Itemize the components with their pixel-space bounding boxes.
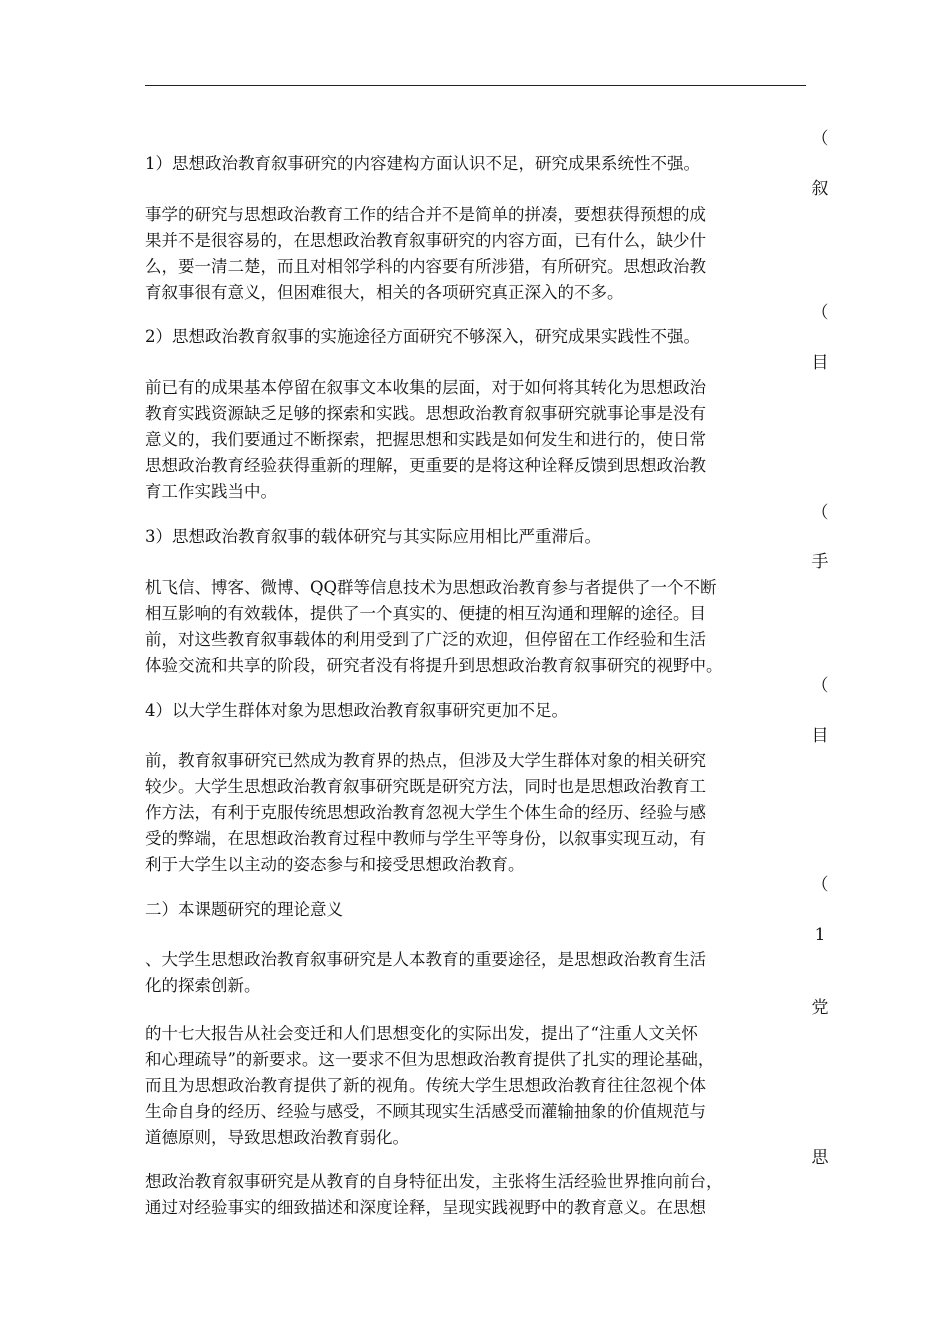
margin-mark: （ — [811, 676, 829, 696]
paragraph-line: 机飞信、博客、微博、QQ群等信息技术为思想政治教育参与者提供了一个不断 — [145, 578, 717, 597]
margin-mark: 手 — [811, 552, 829, 572]
margin-mark: （ — [811, 303, 829, 323]
paragraph-line: 的十七大报告从社会变迁和人们思想变化的实际出发，提出了“注重人文关怀 — [145, 1024, 698, 1043]
paragraph — [145, 748, 807, 878]
paragraph — [145, 947, 807, 999]
margin-mark: 思 — [811, 1148, 829, 1168]
paragraph-line: 意义的，我们要通过不断探索，把握思想和实践是如何发生和进行的，使日常 — [145, 430, 706, 449]
paragraph-line: 果并不是很容易的，在思想政治教育叙事研究的内容方面，已有什么，缺少什 — [145, 231, 706, 250]
paragraph-line: 育工作实践当中。 — [145, 482, 277, 501]
paragraph-line: 生命自身的经历、经验与感受，不顾其现实生活感受而灌输抽象的价值规范与 — [145, 1102, 706, 1121]
paragraph-line: 受的弊端，在思想政治教育过程中教师与学生平等身份，以叙事实现互动，有 — [145, 829, 706, 848]
paragraph — [145, 1021, 807, 1151]
paragraph-line: 育叙事很有意义，但困难很大，相关的各项研究真正深入的不多。 — [145, 283, 624, 302]
paragraph-line: 前已有的成果基本停留在叙事文本收集的层面，对于如何将其转化为思想政治 — [145, 378, 706, 397]
paragraph-line: 么，要一清二楚，而且对相邻学科的内容要有所涉猎，有所研究。思想政治教 — [145, 257, 706, 276]
paragraph — [145, 202, 807, 306]
paragraph-line: 事学的研究与思想政治教育工作的结合并不是简单的拼凑，要想获得预想的成 — [145, 205, 706, 224]
section-heading: 二）本课题研究的理论意义 — [145, 900, 343, 919]
paragraph-line: 道德原则，导致思想政治教育弱化。 — [145, 1128, 409, 1147]
paragraph — [145, 575, 807, 679]
paragraph-line: 和心理疏导”的新要求。这一要求不但为思想政治教育提供了扎实的理论基础， — [145, 1050, 715, 1069]
margin-mark: 叙 — [811, 179, 829, 199]
section-heading: 1）思想政治教育叙事研究的内容建构方面认识不足，研究成果系统性不强。 — [145, 154, 700, 173]
margin-mark: 目 — [811, 726, 829, 746]
margin-mark: 1 — [814, 925, 826, 945]
section-heading: 4）以大学生群体对象为思想政治教育叙事研究更加不足。 — [145, 701, 568, 720]
paragraph-line: 较少。大学生思想政治教育叙事研究既是研究方法，同时也是思想政治教育工 — [145, 777, 706, 796]
header-rule — [145, 85, 806, 86]
margin-mark: 目 — [811, 353, 829, 373]
paragraph-line: 利于大学生以主动的姿态参与和接受思想政治教育。 — [145, 855, 525, 874]
paragraph-line: 想政治教育叙事研究是从教育的自身特征出发，主张将生活经验世界推向前台， — [145, 1172, 723, 1191]
paragraph-line: 体验交流和共享的阶段，研究者没有将提升到思想政治教育叙事研究的视野中。 — [145, 656, 723, 675]
margin-mark: 党 — [811, 998, 829, 1018]
paragraph-line: 化的探索创新。 — [145, 976, 261, 995]
margin-mark: （ — [811, 129, 829, 149]
paragraph-line: 通过对经验事实的细致描述和深度诠释，呈现实践视野中的教育意义。在思想 — [145, 1198, 706, 1217]
paragraph-line: 前，对这些教育叙事载体的利用受到了广泛的欢迎，但停留在工作经验和生活 — [145, 630, 706, 649]
paragraph-line: 前，教育叙事研究已然成为教育界的热点，但涉及大学生群体对象的相关研究 — [145, 751, 706, 770]
paragraph-line: 、大学生思想政治教育叙事研究是人本教育的重要途径，是思想政治教育生活 — [145, 950, 706, 969]
paragraph-line: 而且为思想政治教育提供了新的视角。传统大学生思想政治教育往往忽视个体 — [145, 1076, 706, 1095]
paragraph-line: 思想政治教育经验获得重新的理解，更重要的是将这种诠释反馈到思想政治教 — [145, 456, 706, 475]
paragraph — [145, 1169, 807, 1221]
paragraph-line: 作方法，有利于克服传统思想政治教育忽视大学生个体生命的经历、经验与感 — [145, 803, 706, 822]
paragraph-line: 相互影响的有效载体，提供了一个真实的、便捷的相互沟通和理解的途径。目 — [145, 604, 706, 623]
section-heading: 2）思想政治教育叙事的实施途径方面研究不够深入，研究成果实践性不强。 — [145, 327, 700, 346]
paragraph — [145, 375, 807, 505]
margin-mark: （ — [811, 875, 829, 895]
paragraph-line: 教育实践资源缺乏足够的探索和实践。思想政治教育叙事研究就事论事是没有 — [145, 404, 706, 423]
margin-mark: （ — [811, 503, 829, 523]
section-heading: 3）思想政治教育叙事的载体研究与其实际应用相比严重滞后。 — [145, 527, 601, 546]
